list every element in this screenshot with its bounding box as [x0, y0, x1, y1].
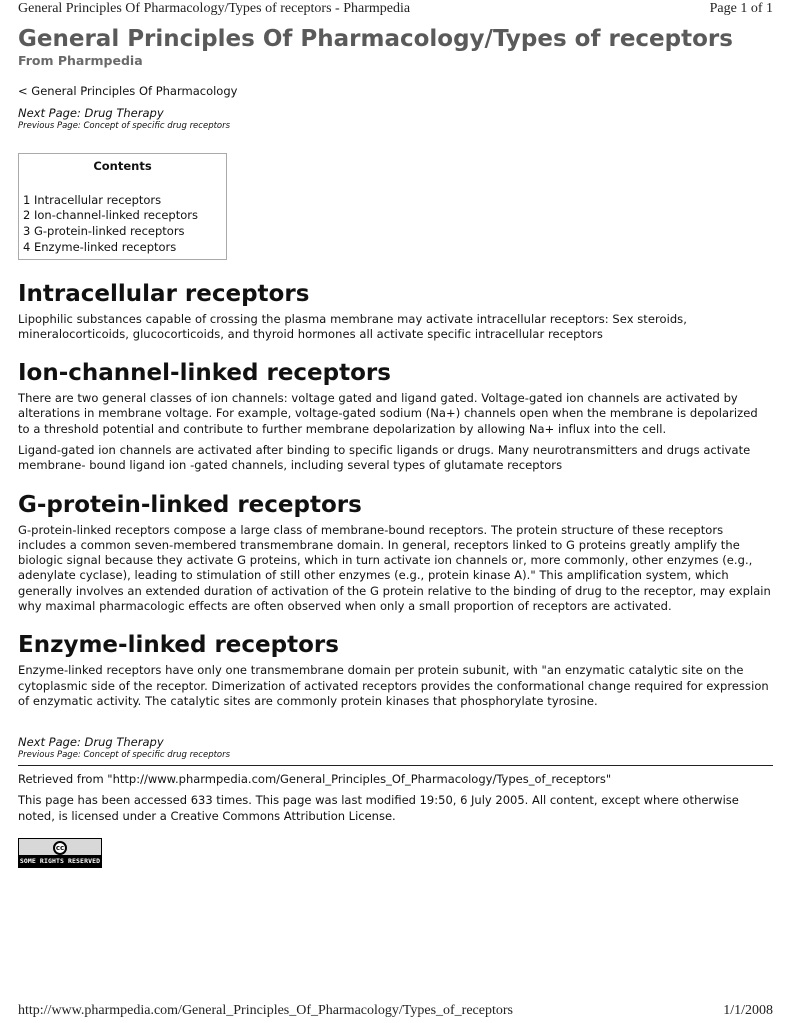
section-heading-intracellular: Intracellular receptors: [18, 280, 310, 307]
print-header: [18, 1, 773, 17]
breadcrumb-link[interactable]: < General Principles Of Pharmacology: [18, 84, 238, 98]
divider: [18, 765, 773, 766]
site-subtitle: From Pharmpedia: [18, 53, 143, 68]
toc-item-enzyme[interactable]: 4 Enzyme-linked receptors: [23, 239, 177, 254]
creative-commons-badge[interactable]: [18, 838, 102, 868]
page-title: General Principles Of Pharmacology/Types of receptors: [18, 26, 733, 52]
section-text-intracellular: Lipophilic substances capable of crossing the plasma membrane may activate intracellular receptors: Sex steroids, mineralocorticoids, glucocorticoids, and thyroid hormones all activate specific intracellular receptors: [18, 311, 687, 341]
print-header-title: General Principles Of Pharmacology/Types of receptors - Pharmpedia: [18, 1, 411, 16]
print-footer-date: 1/1/2008: [723, 1003, 773, 1018]
cc-badge-label: SOME RIGHTS RESERVED: [19, 856, 101, 865]
article: [18, 26, 773, 868]
toc-item-g-protein[interactable]: 3 G-protein-linked receptors: [23, 224, 185, 239]
section-heading-g-protein: G-protein-linked receptors: [18, 491, 362, 518]
section-text-ion-channel-1: There are two general classes of ion channels: voltage gated and ligand gated. Voltage-gated ion channels are activated by alterations in membrane voltage. For example, voltage-gated sodium (Na+) channels open when the membrane is depolarized to a threshold potential and contribute to further membrane depolarization by allowing Na+ influx into the cell.: [18, 391, 758, 436]
toc-title: Contents: [93, 159, 152, 173]
section-text-ion-channel-2: Ligand-gated ion channels are activated after binding to specific ligands or drugs. Many neurotransmitters and drugs activate membrane- bound ligand ion -gated channels, including several types of glutamate receptors: [18, 443, 751, 473]
next-page-link[interactable]: Next Page: Drug Therapy: [18, 106, 164, 120]
toc-item-ion-channel[interactable]: 2 Ion-channel-linked receptors: [23, 208, 198, 223]
section-text-enzyme: Enzyme-linked receptors have only one transmembrane domain per protein subunit, with "an enzymatic catalytic site on the cytoplasmic side of the receptor. Dimerization of activated receptors provides the conformational change required for expression of enzymatic activity. The catalytic sites are commonly protein kinases that phosphorylate tyrosine.: [18, 663, 769, 708]
print-footer-url: http://www.pharmpedia.com/General_Principles_Of_Pharmacology/Types_of_receptors: [18, 1003, 513, 1018]
page-info-text: This page has been accessed 633 times. This page was last modified 19:50, 6 July 2005. All content, except where otherwise noted, is licensed under a Creative Commons Attribution License.: [18, 793, 739, 823]
previous-page-link[interactable]: Previous Page: Concept of specific drug receptors: [18, 121, 231, 131]
retrieved-from-text: Retrieved from "http://www.pharmpedia.com/General_Principles_Of_Pharmacology/Types_of_receptors": [18, 772, 612, 787]
cc-icon: cc: [53, 841, 67, 855]
footer-next-page-link[interactable]: Next Page: Drug Therapy: [18, 735, 164, 750]
section-text-g-protein: G-protein-linked receptors compose a large class of membrane-bound receptors. The protein structure of these receptors includes a common seven-membered transmembrane domain. In general, receptors linked to G proteins greatly amplify the biologic signal because they activate G proteins, which in turn activate ion channels or, more commonly, other enzymes (e.g., adenylate cyclase), leading to stimulation of still other enzymes (e.g., protein kinase A)." This amplification system, which generally involves an extended duration of activation of the G protein relative to the binding of drug to the receptor, may explain why maximal pharmacologic effects are often observed when only a small proportion of receptors are activated.: [18, 522, 771, 614]
print-footer: [18, 1003, 773, 1019]
print-header-page-number: Page 1 of 1: [709, 1, 773, 16]
breadcrumb: [18, 84, 773, 98]
toc-item-intracellular[interactable]: 1 Intracellular receptors: [23, 192, 162, 207]
footer-previous-page-link[interactable]: Previous Page: Concept of specific drug receptors: [18, 750, 231, 761]
section-heading-ion-channel: Ion-channel-linked receptors: [18, 360, 391, 387]
table-of-contents: [18, 153, 227, 260]
section-heading-enzyme: Enzyme-linked receptors: [18, 632, 339, 659]
